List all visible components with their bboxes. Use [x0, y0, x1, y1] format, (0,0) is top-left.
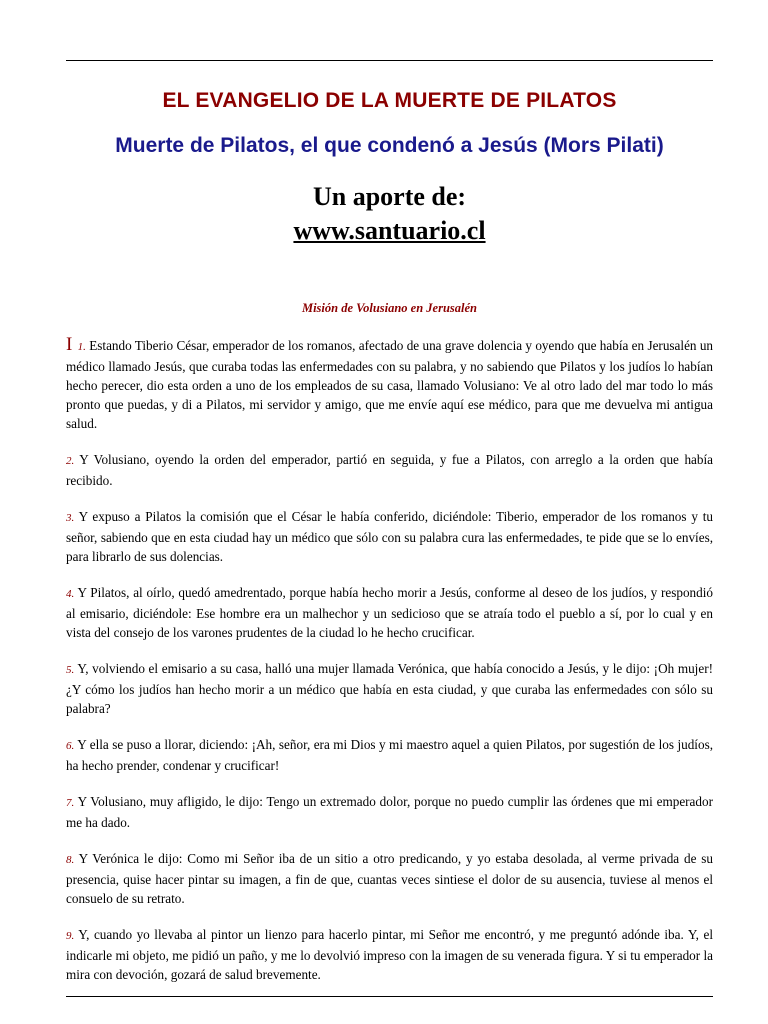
verse-number: 9. — [66, 930, 75, 942]
verse-text: Y, cuando yo llevaba al pintor un lienzo para hacerlo pintar, mi Señor me encontró, y me preguntó adónde iba. Y, el indicarle mi objeto, me pidió un paño, y me lo devolvió impreso con la imagen de su venerada figura. Y si tu emperador la mira con devoción, gozará de salud brevemente. — [66, 927, 713, 982]
verse-paragraph — [66, 336, 713, 433]
document-page — [66, 0, 713, 1024]
verse-paragraph — [66, 659, 713, 718]
verse-text: Y Verónica le dijo: Como mi Señor iba de un sitio a otro predicando, y yo estaba desolada, al verme privada de su presencia, quise hacer pintar su imagen, a fin de que, cuantas veces sintiese el dolor de su ausencia, tuviese al menos el consuelo de su retrato. — [66, 851, 713, 906]
verse-paragraph — [66, 925, 713, 984]
verse-paragraph — [66, 849, 713, 908]
verse-text: Y Volusiano, muy afligido, le dijo: Tengo un extremado dolor, porque no puedo cumplir las órdenes que mi emperador me ha dado. — [66, 794, 713, 830]
verse-text: Y ella se puso a llorar, diciendo: ¡Ah, señor, era mi Dios y mi maestro aquel a quien Pilatos, por sugestión de los judíos, ha hecho prender, condenar y crucificar! — [66, 737, 713, 773]
verse-number: 3. — [66, 512, 75, 524]
chapter-numeral: I — [66, 334, 73, 355]
verse-number: 7. — [66, 797, 75, 809]
verse-number: 2. — [66, 455, 75, 467]
document-subtitle: Muerte de Pilatos, el que condenó a Jesús (Mors Pilati) — [115, 134, 664, 157]
verse-paragraph — [66, 583, 713, 642]
source-link[interactable]: www.santuario.cl — [293, 216, 486, 245]
bottom-divider — [66, 996, 713, 997]
verse-number: 8. — [66, 854, 75, 866]
verse-number: 4. — [66, 588, 75, 600]
verse-paragraph — [66, 450, 713, 490]
verse-number: 5. — [66, 664, 75, 676]
top-divider — [66, 60, 713, 61]
contribution-label: Un aporte de: — [312, 182, 467, 211]
verse-paragraph — [66, 792, 713, 832]
section-heading: Misión de Volusiano en Jerusalén — [301, 301, 478, 315]
verse-text: Estando Tiberio César, emperador de los romanos, afectado de una grave dolencia y oyendo que había en Jerusalén un médico llamado Jesús, que curaba todas las enfermedades con su palabra, y no sabiendo que Pilatos y los judíos lo habían hecho perecer, dio esta orden a uno de los empleados de su casa, llamado Volusiano: Ve al otro lado del mar todo lo más pronto que puedas, y di a Pilatos, mi servidor y amigo, que me envíe aquí ese médico, para que me devuelva mi antigua salud. — [66, 338, 714, 431]
verses-body — [66, 336, 713, 1001]
document-title: EL EVANGELIO DE LA MUERTE DE PILATOS — [162, 89, 617, 112]
verse-text: Y, volviendo el emisario a su casa, halló una mujer llamada Verónica, que había conocido a Jesús, y le dijo: ¡Oh mujer! ¿Y cómo los judíos han hecho morir a un médico que había en esta ciudad, y que curaba las enfermedades con sólo su palabra? — [66, 661, 713, 716]
verse-paragraph — [66, 507, 713, 566]
verse-number: 6. — [66, 740, 75, 752]
verse-text: Y Pilatos, al oírlo, quedó amedrentado, porque había hecho morir a Jesús, conforme al deseo de los judíos, y respondió al emisario, diciéndole: Ese hombre era un malhechor y un sedicioso que se atraía todo el pueblo a sí, por lo cual y en vista del consejo de los varones prudentes de la ciudad lo he hecho crucificar. — [66, 585, 713, 640]
verse-number: 1. — [77, 341, 86, 353]
verse-text: Y expuso a Pilatos la comisión que el César le había conferido, diciéndole: Tiberio, emperador de los romanos y tu señor, sabiendo que en esta ciudad hay un médico que sólo con su palabra cura las enfermedades, te pide que se lo envíes, para librarlo de sus dolencias. — [66, 509, 713, 564]
verse-paragraph — [66, 735, 713, 775]
contribution-block — [66, 180, 713, 248]
verse-text: Y Volusiano, oyendo la orden del emperador, partió en seguida, y fue a Pilatos, con arreglo a la orden que había recibido. — [66, 452, 713, 488]
